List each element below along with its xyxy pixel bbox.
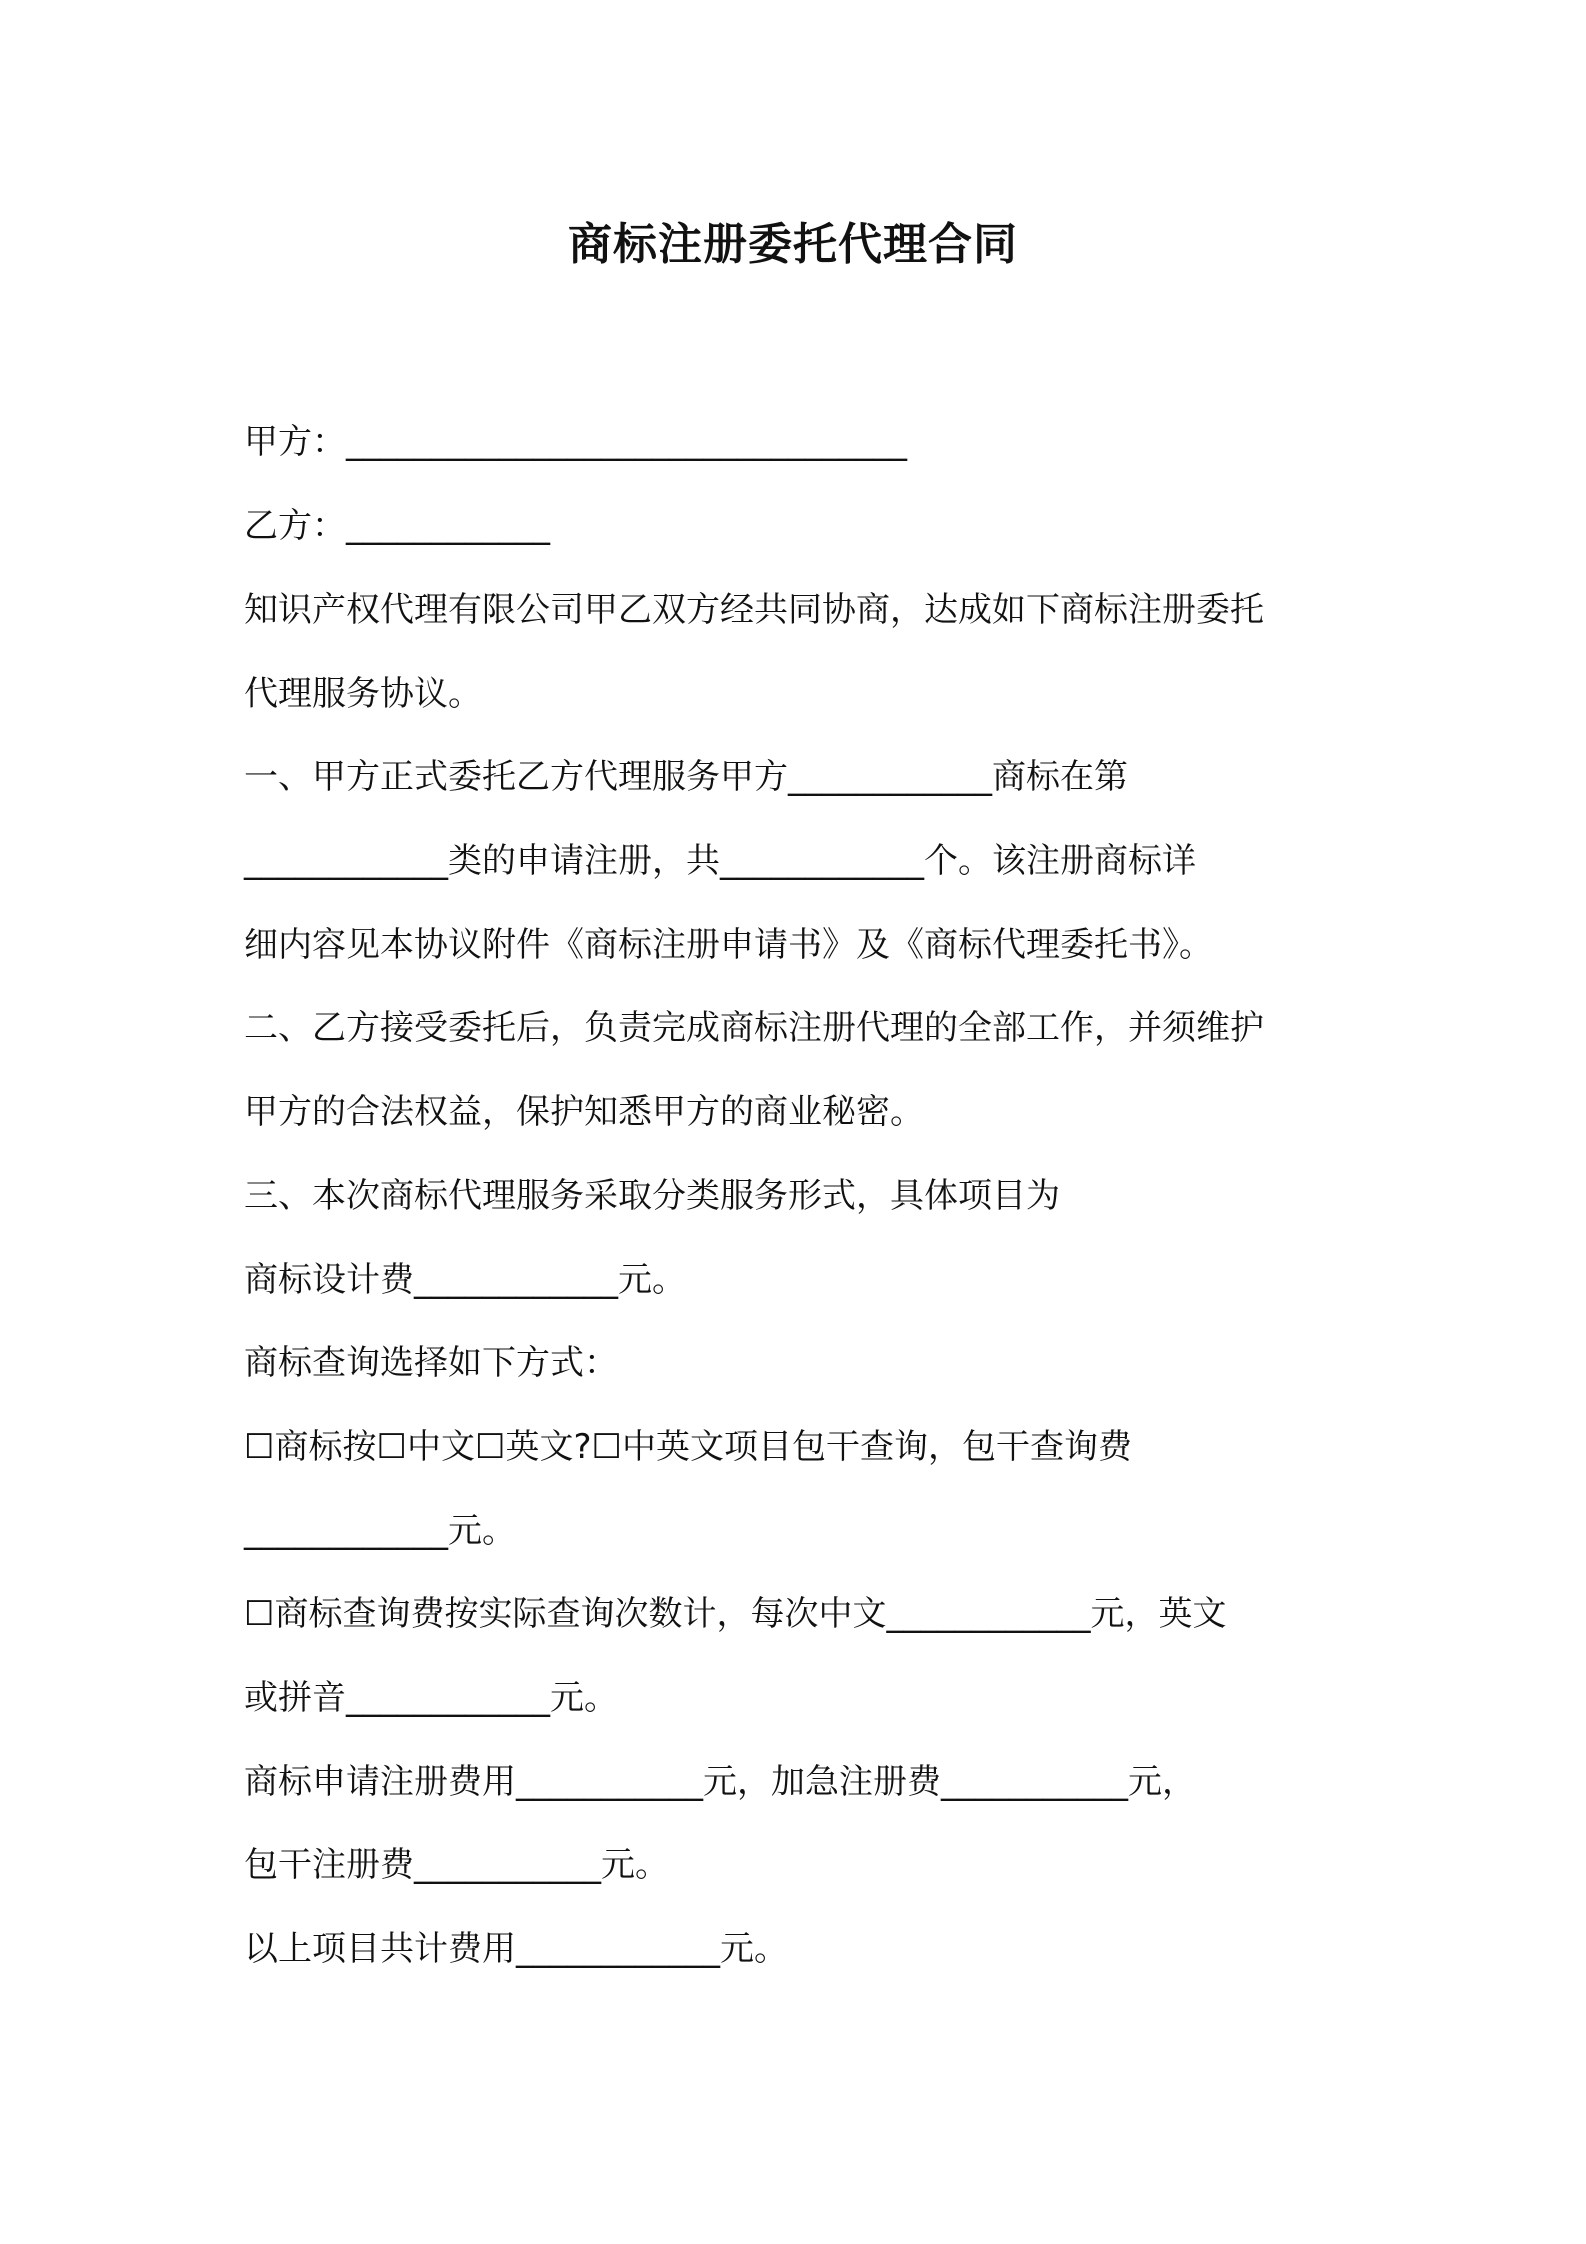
clause-1-line-1: 一、甲方正式委托乙方代理服务甲方____________商标在第 xyxy=(244,757,1128,797)
query-option-2-line-1: ☐商标查询费按实际查询次数计，每次中文____________元，英文 xyxy=(244,1594,1227,1634)
clause-3-line-1: 三、本次商标代理服务采取分类服务形式，具体项目为 xyxy=(244,1176,1060,1216)
registration-fee-line-2: 包干注册费___________元。 xyxy=(244,1845,669,1885)
clause-2-line-2: 甲方的合法权益，保护知悉甲方的商业秘密。 xyxy=(244,1092,924,1132)
clause-2-line-1: 二、乙方接受委托后，负责完成商标注册代理的全部工作，并须维护 xyxy=(244,1008,1264,1048)
query-option-1-line-2: ____________元。 xyxy=(244,1511,516,1551)
query-option-1-line-1: ☐商标按☐中文☐英文?☐中英文项目包干查询，包干查询费 xyxy=(244,1427,1132,1467)
query-option-2-line-2: 或拼音____________元。 xyxy=(244,1678,618,1718)
document-title: 商标注册委托代理合同 xyxy=(568,219,1018,270)
clause-1-line-3: 细内容见本协议附件《商标注册申请书》及《商标代理委托书》。 xyxy=(244,925,1213,965)
clause-1-line-2: ____________类的申请注册，共____________个。该注册商标详 xyxy=(244,841,1196,881)
query-method-line: 商标查询选择如下方式： xyxy=(244,1343,618,1383)
registration-fee-line-1: 商标申请注册费用___________元，加急注册费___________元， xyxy=(244,1762,1196,1802)
total-fee-line: 以上项目共计费用____________元。 xyxy=(244,1929,788,1969)
intro-line-2: 代理服务协议。 xyxy=(244,674,482,714)
design-fee-line: 商标设计费____________元。 xyxy=(244,1260,686,1300)
intro-line-1: 知识产权代理有限公司甲乙双方经共同协商，达成如下商标注册委托 xyxy=(244,590,1264,630)
party-b-line: 乙方：____________ xyxy=(244,506,550,546)
party-a-line: 甲方：_________________________________ xyxy=(244,422,907,462)
